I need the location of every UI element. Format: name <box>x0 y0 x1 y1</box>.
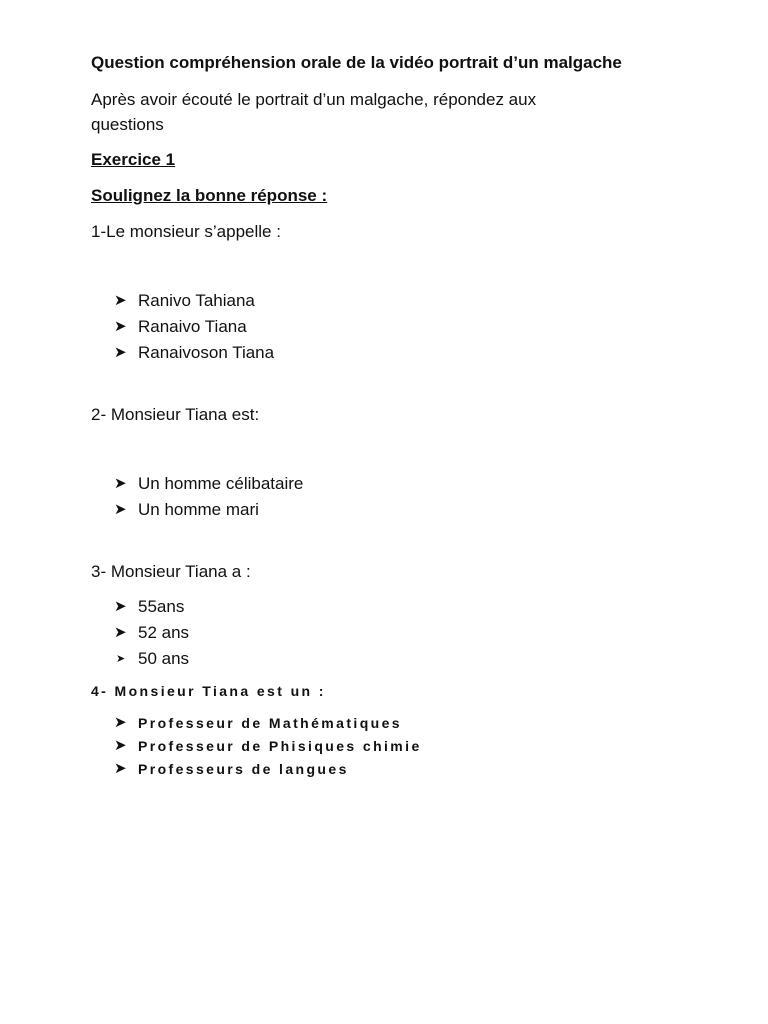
question-4: 4- Monsieur Tiana est un : <box>91 683 326 699</box>
arrow-bullet-icon: ➤ <box>116 653 126 665</box>
list-item: ➤ 52 ans <box>114 620 189 646</box>
arrow-bullet-icon: ➤ <box>114 598 127 615</box>
list-item: ➤ Un homme célibataire <box>114 471 303 497</box>
arrow-bullet-icon: ➤ <box>114 624 127 641</box>
arrow-bullet-icon: ➤ <box>114 501 127 518</box>
question-1-options <box>114 288 274 366</box>
list-item: ➤ 50 ans <box>114 646 189 672</box>
list-item: ➤ Ranaivo Tiana <box>114 314 274 340</box>
arrow-bullet-icon: ➤ <box>114 292 127 309</box>
question-4-options <box>114 711 422 780</box>
list-item: ➤ Professeurs de langues <box>114 757 422 780</box>
question-1: 1-Le monsieur s’appelle : <box>91 222 281 241</box>
arrow-bullet-icon: ➤ <box>114 737 127 754</box>
list-item: ➤ Professeur de Mathématiques <box>114 711 422 734</box>
question-3-options <box>114 594 189 672</box>
list-item: ➤ Un homme mari <box>114 497 303 523</box>
arrow-bullet-icon: ➤ <box>114 475 127 492</box>
exercise-heading: Exercice 1 <box>91 150 176 169</box>
question-2-options <box>114 471 303 523</box>
instruction-heading: Soulignez la bonne réponse : <box>91 186 328 205</box>
intro-text-line-2: questions <box>91 115 164 134</box>
list-item: ➤ Ranivo Tahiana <box>114 288 274 314</box>
question-3: 3- Monsieur Tiana a : <box>91 562 251 581</box>
arrow-bullet-icon: ➤ <box>114 714 127 731</box>
arrow-bullet-icon: ➤ <box>114 344 127 361</box>
arrow-bullet-icon: ➤ <box>114 318 127 335</box>
list-item: ➤ 55ans <box>114 594 189 620</box>
list-item: ➤ Ranaivoson Tiana <box>114 340 274 366</box>
intro-text-line-1: Après avoir écouté le portrait d’un malgache, répondez aux <box>91 90 537 109</box>
question-2: 2- Monsieur Tiana est: <box>91 405 260 424</box>
document-title: Question compréhension orale de la vidéo portrait d’un malgache <box>91 53 622 72</box>
arrow-bullet-icon: ➤ <box>114 760 127 777</box>
list-item: ➤ Professeur de Phisiques chimie <box>114 734 422 757</box>
